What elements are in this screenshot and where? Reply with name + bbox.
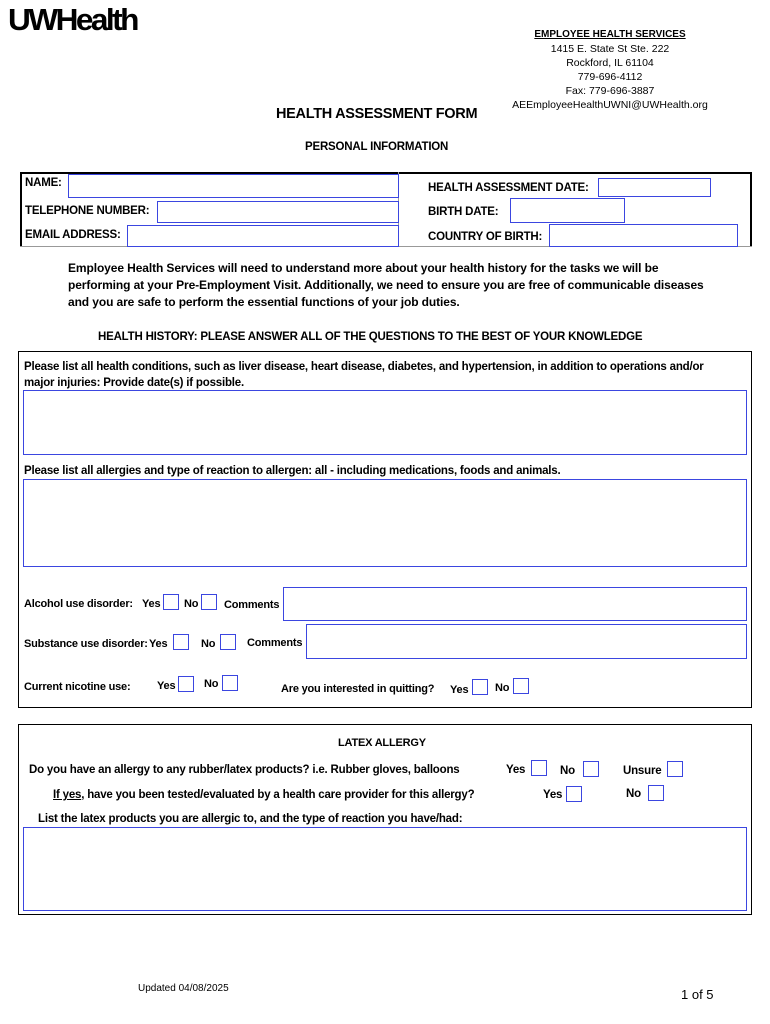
substance-comments-field[interactable] (306, 624, 747, 659)
updated-date: Updated 04/08/2025 (138, 983, 229, 994)
country-label: COUNTRY OF BIRTH: (428, 231, 543, 243)
latex-section-title: LATEX ALLERGY (338, 737, 426, 749)
birth-date-label: BIRTH DATE: (428, 206, 499, 218)
latex-products-field[interactable] (23, 827, 747, 911)
latex-q1-no-checkbox[interactable] (583, 761, 599, 777)
latex-q2-yes-label: Yes (543, 789, 563, 801)
substance-no-label: No (201, 638, 216, 650)
alcohol-comments-field[interactable] (283, 587, 747, 621)
dept-name: EMPLOYEE HEALTH SERVICES (534, 29, 686, 40)
latex-q1-yes-label: Yes (506, 764, 526, 776)
latex-q1-no-label: No (560, 765, 575, 777)
latex-q1-unsure-checkbox[interactable] (667, 761, 683, 777)
nicotine-label: Current nicotine use: (24, 681, 131, 693)
name-label: NAME: (25, 177, 62, 189)
alcohol-yes-checkbox[interactable] (163, 594, 179, 610)
quitting-yes-checkbox[interactable] (472, 679, 488, 695)
substance-no-checkbox[interactable] (220, 634, 236, 650)
name-field[interactable] (68, 174, 399, 198)
conditions-field[interactable] (23, 390, 747, 455)
allergies-field[interactable] (23, 479, 747, 567)
assessment-date-label: HEALTH ASSESSMENT DATE: (428, 182, 589, 194)
alcohol-label: Alcohol use disorder: (24, 598, 133, 610)
quitting-yes-label: Yes (450, 684, 469, 696)
fax: Fax: 779-696-3887 (565, 85, 655, 97)
conditions-prompt: Please list all health conditions, such as liver disease, heart disease, diabetes, and hypertension, in addition to operations and/or major injuries: Provide date(s) if possible. (24, 361, 704, 389)
latex-q1-yes-checkbox[interactable] (531, 760, 547, 776)
country-field[interactable] (549, 224, 738, 247)
quitting-no-checkbox[interactable] (513, 678, 529, 694)
telephone-label: TELEPHONE NUMBER: (25, 205, 150, 217)
alcohol-no-checkbox[interactable] (201, 594, 217, 610)
telephone-field[interactable] (157, 201, 399, 223)
alcohol-yes-label: Yes (142, 598, 161, 610)
nicotine-no-label: No (204, 678, 219, 690)
address-line-1: 1415 E. State St Ste. 222 (550, 43, 670, 55)
quitting-no-label: No (495, 682, 510, 694)
history-section-title: HEALTH HISTORY: PLEASE ANSWER ALL OF THE QUESTIONS TO THE BEST OF YOUR KNOWLEDGE (98, 331, 643, 343)
latex-q2-prefix: If yes (53, 789, 82, 801)
substance-comments-label: Comments (247, 637, 303, 649)
latex-q2-yes-checkbox[interactable] (566, 786, 582, 802)
uwhealth-logo: UWHealth (8, 2, 137, 37)
quitting-label: Are you interested in quitting? (281, 683, 435, 695)
email: AEEmployeeHealthUWNI@UWHealth.org (512, 99, 708, 111)
nicotine-no-checkbox[interactable] (222, 675, 238, 691)
email-label: EMAIL ADDRESS: (25, 229, 121, 241)
email-field[interactable] (127, 225, 399, 247)
latex-q1: Do you have an allergy to any rubber/latex products? i.e. Rubber gloves, balloons (29, 764, 460, 776)
grid-left-line (20, 172, 22, 247)
latex-q2-no-label: No (626, 788, 641, 800)
nicotine-yes-label: Yes (157, 680, 176, 692)
latex-q1-unsure-label: Unsure (623, 765, 662, 777)
alcohol-comments-label: Comments (224, 599, 280, 611)
substance-label: Substance use disorder: (24, 638, 148, 650)
nicotine-yes-checkbox[interactable] (178, 676, 194, 692)
grid-right-line (750, 172, 752, 247)
phone: 779-696-4112 (577, 71, 643, 83)
latex-q3: List the latex products you are allergic to, and the type of reaction you have/had: (38, 813, 463, 825)
assessment-date-field[interactable] (598, 178, 711, 197)
intro-paragraph: Employee Health Services will need to understand more about your health history for the tasks we will be performing at your Pre-Employment Visit. Additionally, we need to ensure you are free of communicable diseases and you are safe to perform the essential functions of your job duties. (68, 261, 704, 309)
substance-yes-label: Yes (149, 638, 168, 650)
contact-block (500, 28, 720, 112)
page-number: 1 of 5 (681, 987, 714, 1002)
latex-q2 (53, 787, 474, 803)
substance-yes-checkbox[interactable] (173, 634, 189, 650)
allergies-prompt: Please list all allergies and type of reaction to allergen: all - including medications, foods and animals. (24, 465, 561, 477)
latex-q2-no-checkbox[interactable] (648, 785, 664, 801)
personal-section-title: PERSONAL INFORMATION (305, 141, 449, 153)
address-line-2: Rockford, IL 61104 (566, 57, 654, 69)
latex-q2-rest: , have you been tested/evaluated by a health care provider for this allergy? (81, 789, 475, 801)
alcohol-no-label: No (184, 598, 199, 610)
birth-date-field[interactable] (510, 198, 625, 223)
form-title: HEALTH ASSESSMENT FORM (276, 106, 478, 122)
